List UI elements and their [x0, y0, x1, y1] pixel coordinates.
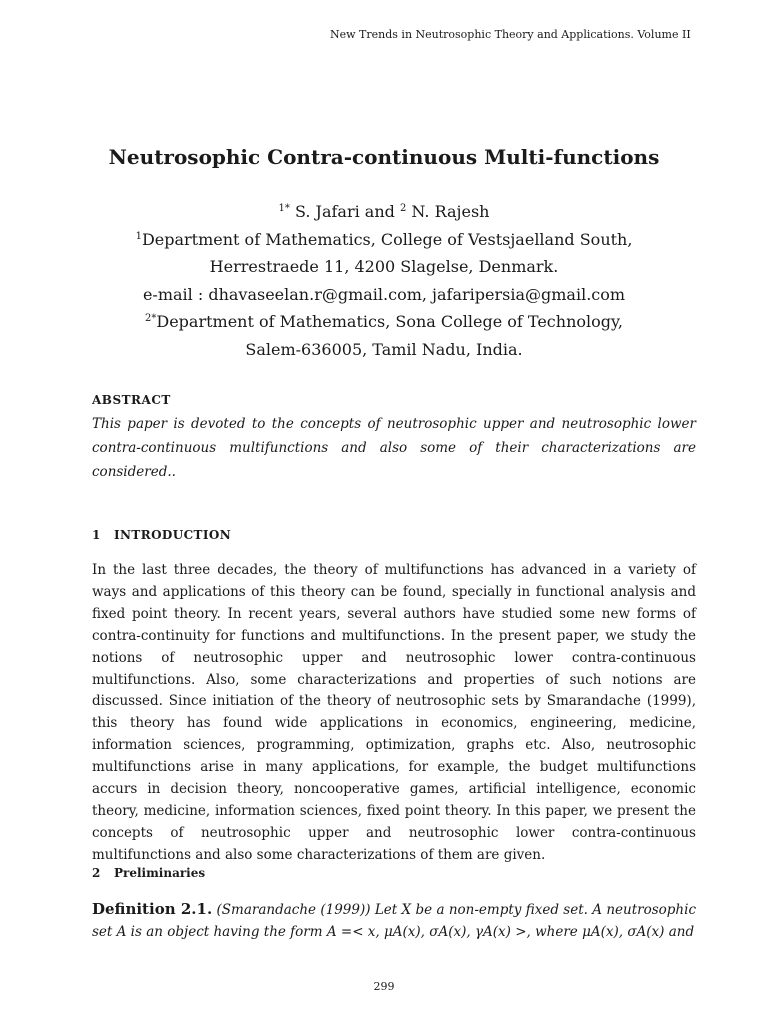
- affiliation2-line1: $^{2*}$Department of Mathematics, Sona College of Technology,: [145, 312, 623, 331]
- email-line: e-mail : dhavaseelan.r@gmail.com, jafaripersia@gmail.com: [142, 284, 626, 304]
- affiliation2-line2: Salem-636005, Tamil Nadu, India.: [245, 339, 523, 359]
- abstract-heading: ABSTRACT: [92, 393, 171, 407]
- author2-marker: 2: [399, 203, 407, 214]
- author1-name: S. Jafari and: [289, 202, 400, 221]
- section2-title: Preliminaries: [114, 866, 206, 880]
- introduction-text: In the last three decades, the theory of multifunctions has advanced in a variety of ways and applications of this theory can be found, specially in functional analysis and fixed point theory. In recent years, several authors have studied some new forms of contra-continuity for functions and multifunctions. In the present paper, we study the notions of neutrosophic upper and neutrosophic lower contra-continuous multifunctions. Also, some characterizations and properties of such notions are discussed. Since initiation of the theory of neutrosophic sets by Smarandache (1999), this theory has found wide applications in economics, engineering, medicine, information sciences, programming, optimization, graphs etc. Also, neutrosophic multifunctions arise in many applications, for example, the budget multifunctions accurs in decision theory, noncooperative games, artificial intelligence, economic theory, medicine, information sciences, fixed point theory. In this paper, we present the concepts of neutrosophic upper and neutrosophic lower contra-continuous multifunctions and also some characterizations of them are given.: [92, 562, 696, 863]
- section1-title: INTRODUCTION: [114, 528, 232, 542]
- abstract-text: This paper is devoted to the concepts of neutrosophic upper and neutrosophic lower contra-continuous multifunctions and also some of their characterizations are considered..: [92, 416, 696, 480]
- definition-label: Definition 2.1.: [92, 900, 213, 918]
- page-number: 299: [373, 980, 395, 993]
- definition-text: (Smarandache (1999)) Let X be a non-empty fixed set. A neutrosophic set A is an object having the form A =< x, μA(x), σA(x), γA(x) >, where μA(x), σA(x) and: [92, 902, 697, 940]
- paper-title: Neutrosophic Contra-continuous Multi-functions: [108, 145, 660, 169]
- section2-heading: [92, 866, 205, 880]
- author2-name: N. Rajesh: [406, 202, 490, 221]
- section1-number: 1: [92, 528, 101, 542]
- affiliation1-line1: $^1$Department of Mathematics, College of Vestsjaelland South,: [135, 229, 633, 249]
- author-names: [0, 198, 768, 226]
- affiliation1-marker: 1: [135, 230, 142, 242]
- section2-number: 2: [92, 866, 101, 880]
- section1-heading: [92, 528, 231, 542]
- affiliation1-line2: Herrestraede 11, 4200 Slagelse, Denmark.: [209, 257, 559, 276]
- author1-marker: 1*: [278, 203, 290, 214]
- author-block: [0, 198, 768, 363]
- running-header: New Trends in Neutrosophic Theory and Applications. Volume II: [330, 28, 691, 41]
- affiliation2-marker: 2*: [145, 313, 157, 324]
- definition-2-1: [92, 898, 696, 943]
